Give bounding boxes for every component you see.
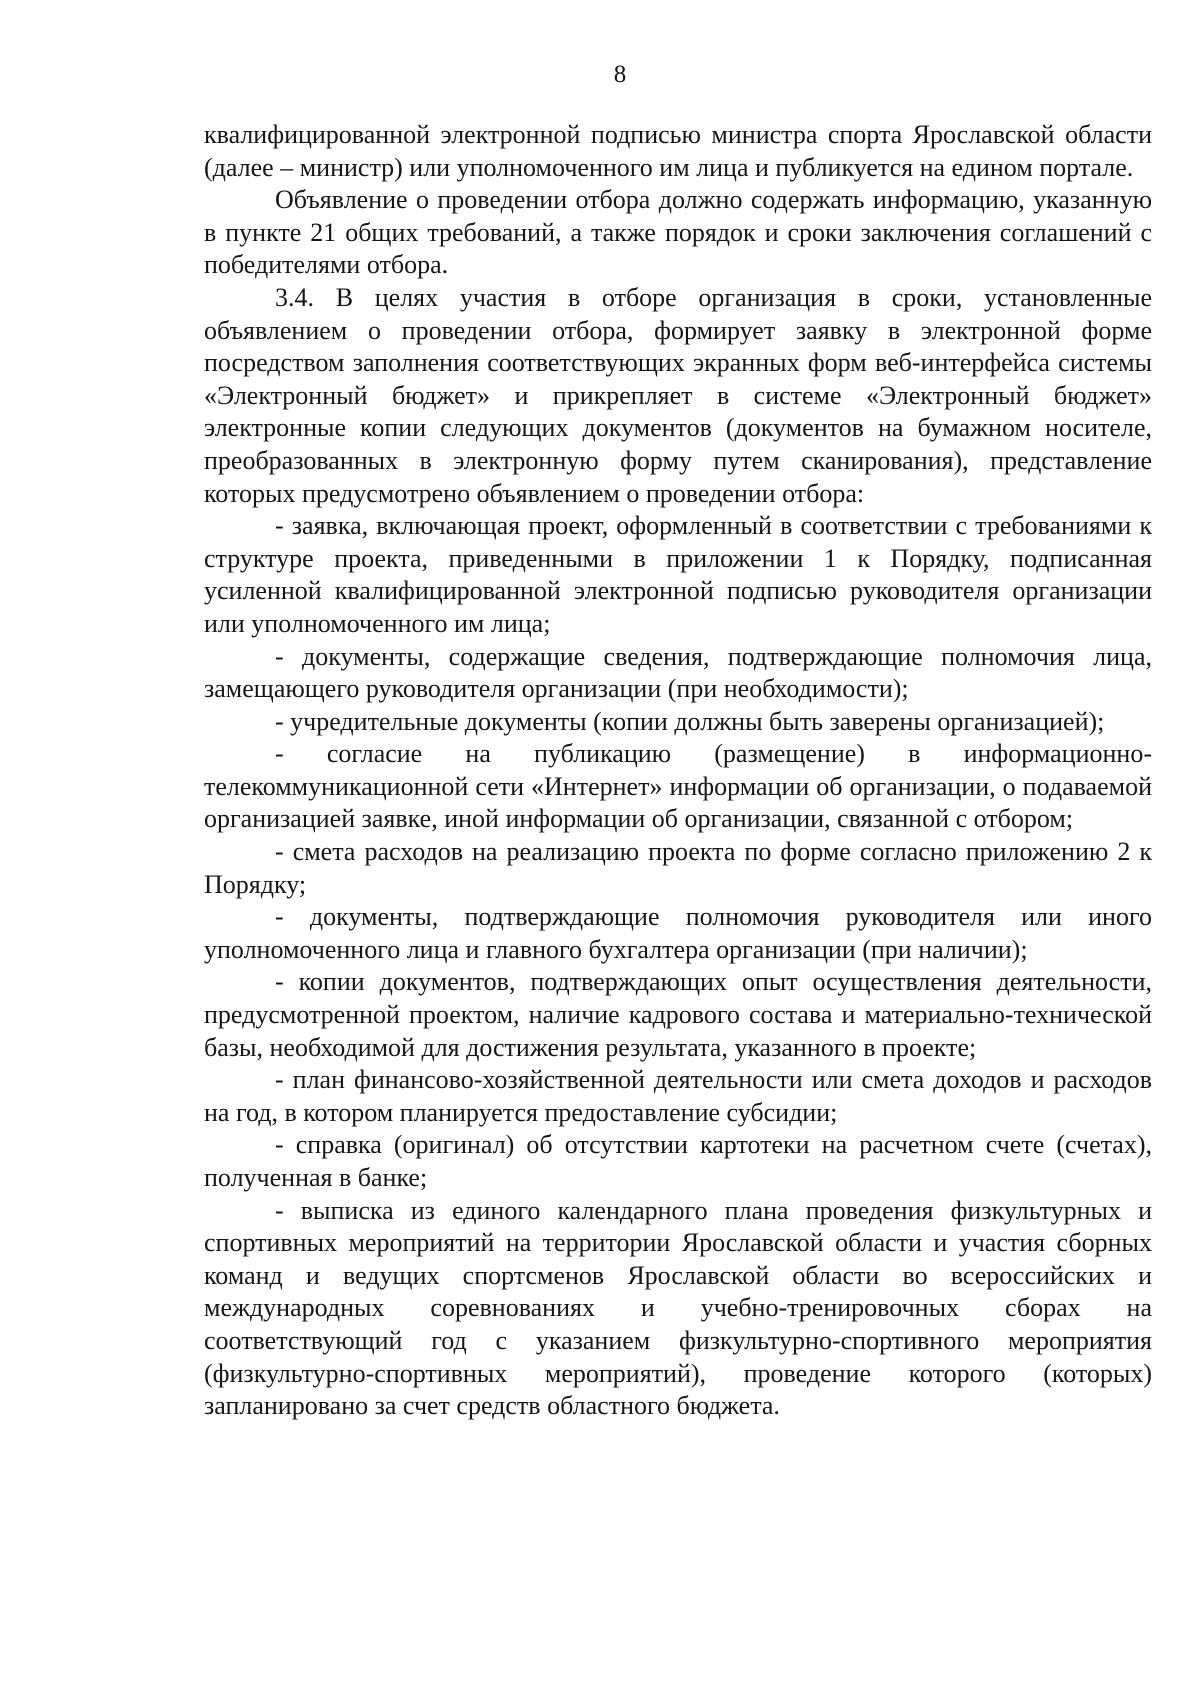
list-item-bank-certificate: - справка (оригинал) об отсутствии картотеки на расчетном счете (счетах), полученная в банке; [204, 1130, 1152, 1192]
list-item-founding-documents: - учредительные документы (копии должны быть заверены организацией); [275, 706, 1105, 736]
list-item-publication-consent: - согласие на публикацию (размещение) в информационно-телекоммуникационной сети «Интернет» информации об организации, о подаваемой организацией заявке, иной информации об организации, связанной с отбором; [204, 739, 1152, 834]
list-item-head-authority: - документы, подтверждающие полномочия руководителя или иного уполномоченного лица и главного бухгалтера организации (при наличии); [204, 902, 1152, 964]
list-item-calendar-extract: - выписка из единого календарного плана проведения физкультурных и спортивных мероприятий на территории Ярославской области и участия сборных команд и ведущих спортсменов Ярославской области во всероссийских и международных соревнованиях и учебно-тренировочных сборах на соответствующий год с указанием физкультурно-спортивного мероприятия (физкультурно-спортивных мероприятий), проведение которого (которых) запланировано за счет средств областного бюджета. [204, 1195, 1152, 1421]
paragraph-clause-3-4: 3.4. В целях участия в отборе организация в сроки, установленные объявлением о проведении отбора, формирует заявку в электронной форме посредством заполнения соответствующих экранных форм веб-интерфейса системы «Электронный бюджет» и прикрепляет в системе «Электронный бюджет» электронные копии следующих документов (документов на бумажном носителе, преобразованных в электронную форму путем сканирования), представление которых предусмотрено объявлением о проведении отбора: [204, 282, 1152, 508]
list-item-experience-copies: - копии документов, подтверждающих опыт осуществления деятельности, предусмотренной проектом, наличие кадрового состава и материально-технической базы, необходимой для достижения результата, указанного в проекте; [204, 967, 1152, 1062]
list-item-application: - заявка, включающая проект, оформленный в соответствии с требованиями к структуре проекта, приведенными в приложении 1 к Порядку, подписанная усиленной квалифицированной электронной подписью руководителя организации или уполномоченного им лица; [204, 511, 1152, 638]
paragraph-continuation: квалифицированной электронной подписью министра спорта Ярославской области (далее – министр) или уполномоченного им лица и публикуется на едином портале. [204, 120, 1152, 182]
page-number: 8 [613, 61, 627, 88]
list-item-authority-documents: - документы, содержащие сведения, подтверждающие полномочия лица, замещающего руководителя организации (при необходимости); [204, 641, 1152, 704]
document-body [204, 119, 1152, 1423]
list-item-expense-estimate: - смета расходов на реализацию проекта по форме согласно приложению 2 к Порядку; [204, 837, 1152, 899]
paragraph-announcement-content: Объявление о проведении отбора должно содержать информацию, указанную в пункте 21 общих требований, а также порядок и сроки заключения соглашений с победителями отбора. [204, 185, 1152, 280]
list-item-financial-plan: - план финансово-хозяйственной деятельности или смета доходов и расходов на год, в котором планируется предоставление субсидии; [204, 1065, 1152, 1127]
